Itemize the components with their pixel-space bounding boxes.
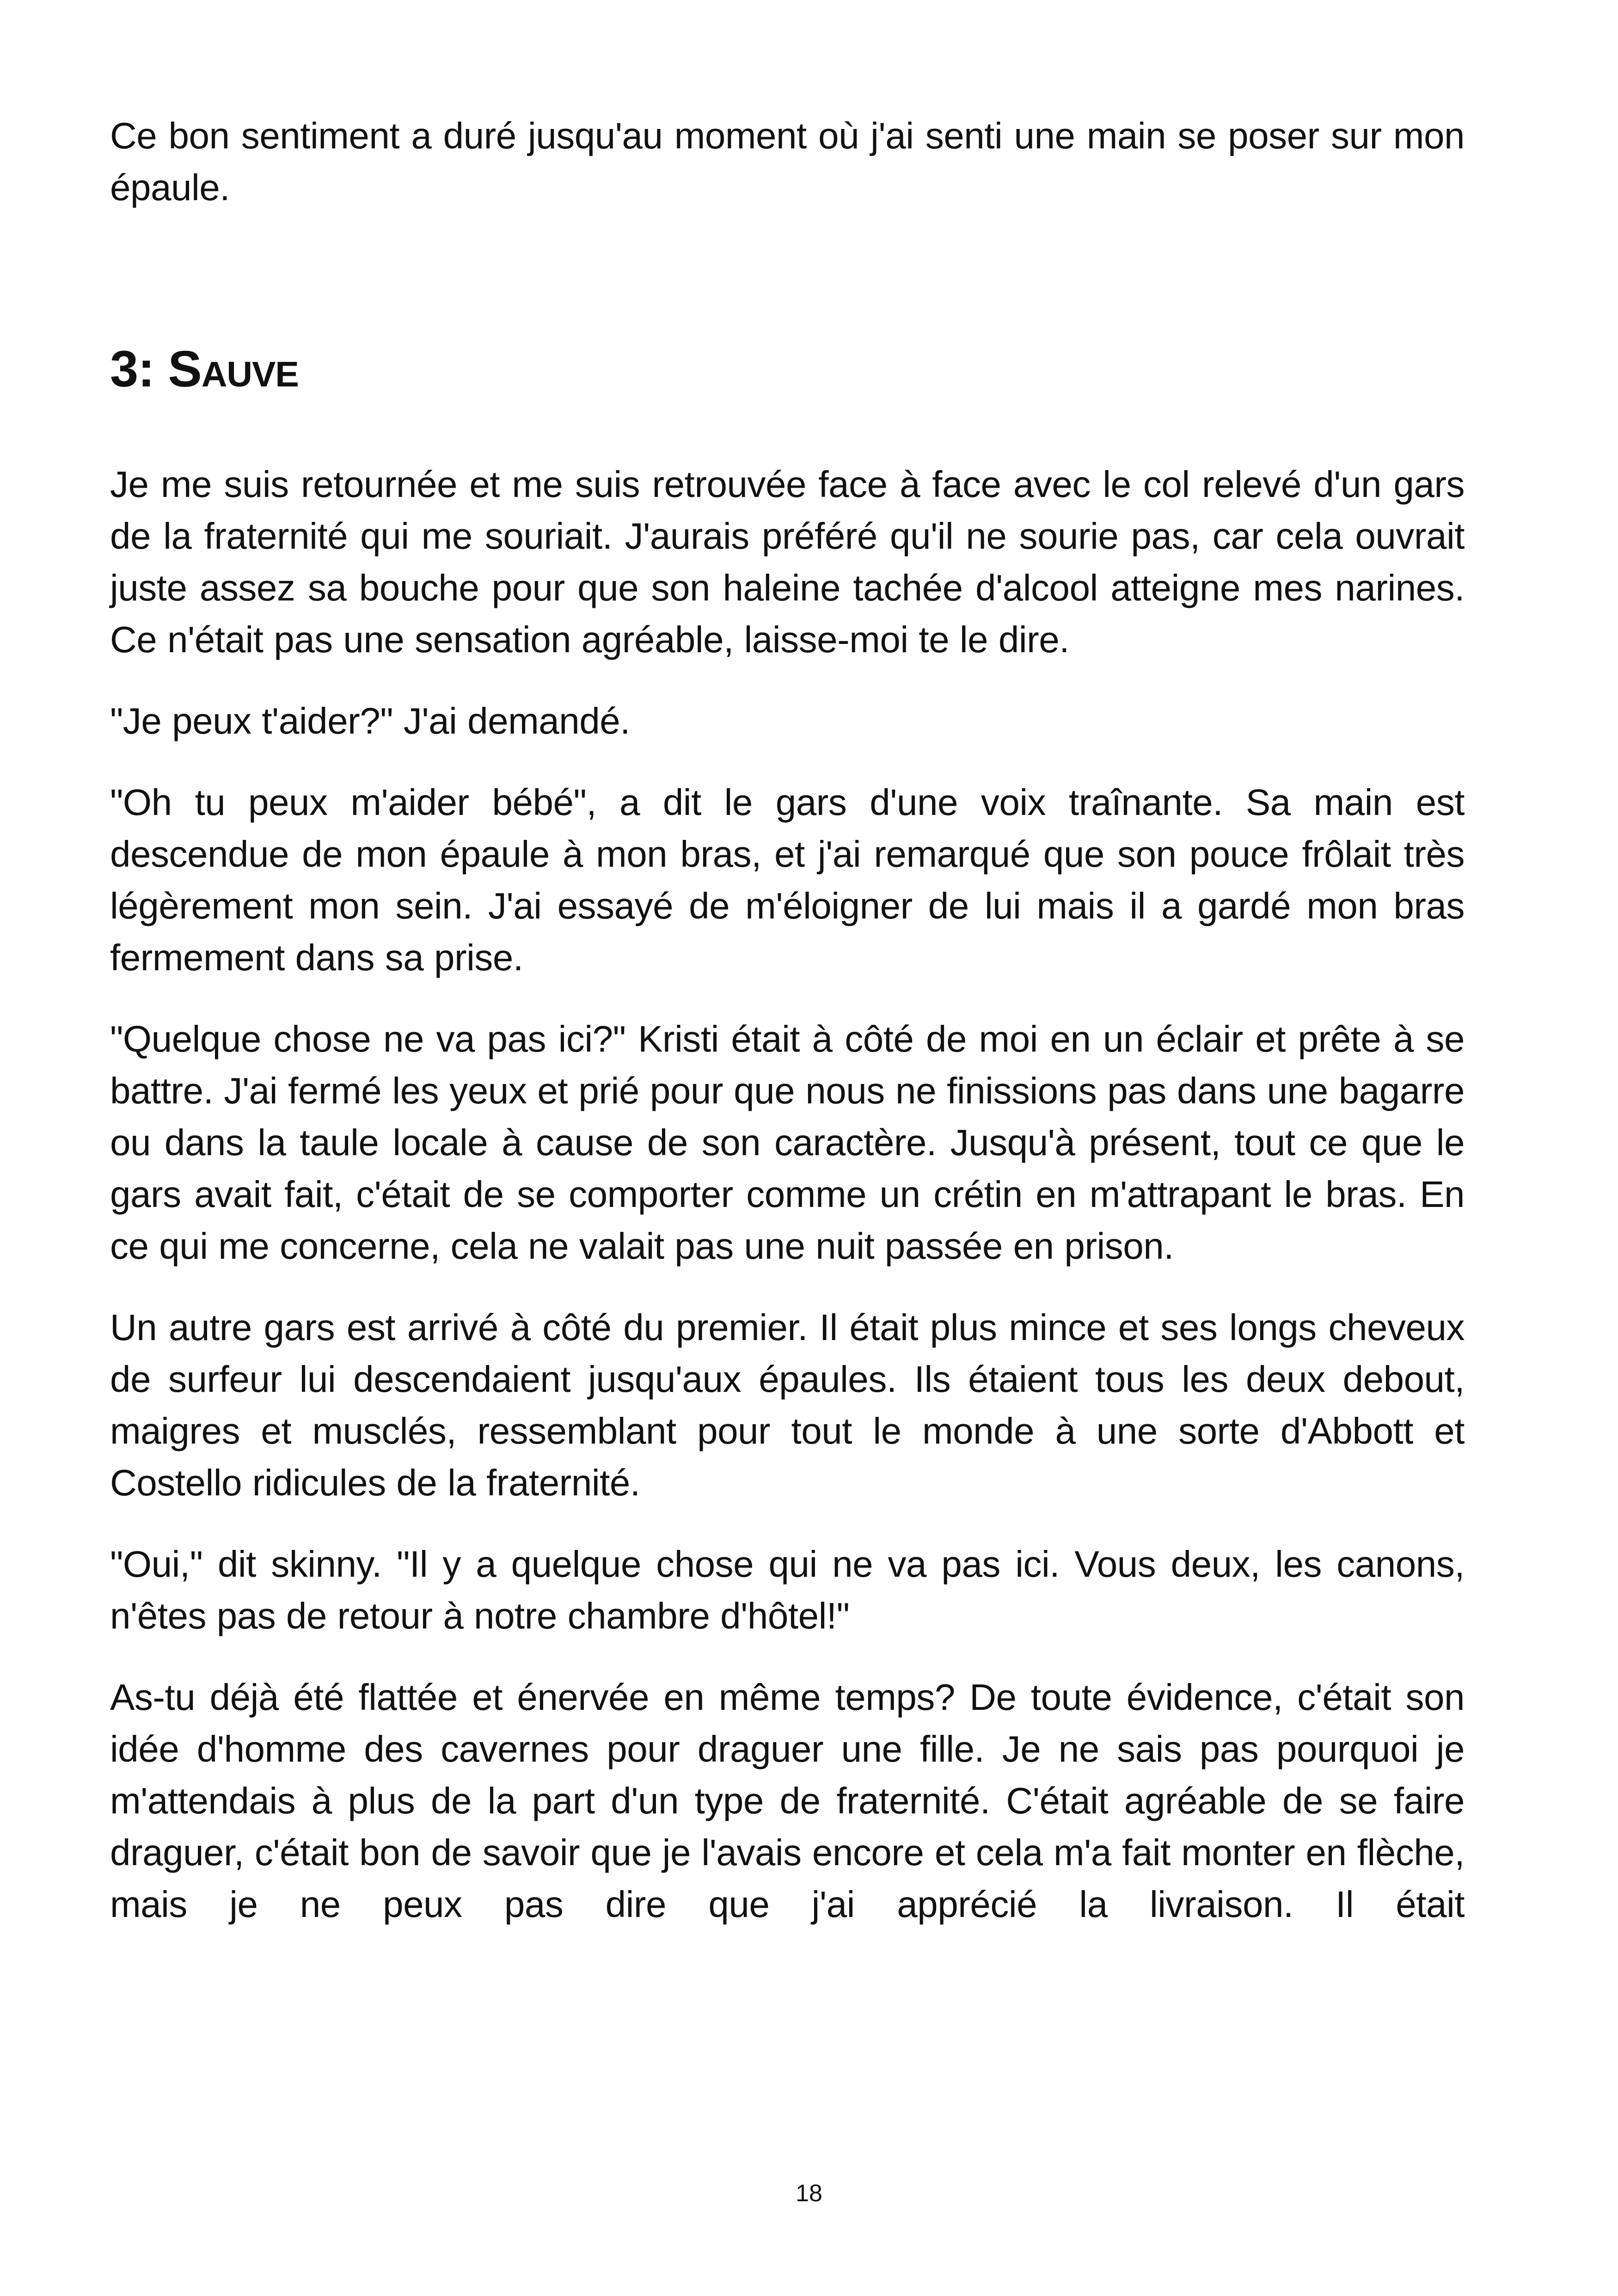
page-number: 18 — [796, 2180, 822, 2207]
paragraph: "Oui," dit skinny. "Il y a quelque chose qui ne va pas ici. Vous deux, les canons, n'êtes pas de retour à notre chambre d'hôtel!" — [110, 1543, 1465, 1636]
paragraph: "Quelque chose ne va pas ici?" Kristi était à côté de moi en un éclair et prête à se battre. J'ai fermé les yeux et prié pour que nous ne finissions pas dans une bagarre ou dans la taule locale à cause de son caractère. Jusqu'à présent, tout ce que le gars avait fait, c'était de se comporter comme un crétin en m'attrapant le bras. En ce qui me concerne, cela ne valait pas une nuit passée en prison. — [110, 1018, 1465, 1267]
paragraph: "Je peux t'aider?" J'ai demandé. — [110, 700, 630, 741]
paragraph: "Oh tu peux m'aider bébé", a dit le gars d'une voix traînante. Sa main est descendue de mon épaule à mon bras, et j'ai remarqué que son pouce frôlait très légèrement mon sein. J'ai essayé de m'éloigner de lui mais il a gardé mon bras fermement dans sa prise. — [110, 782, 1465, 978]
paragraph: Un autre gars est arrivé à côté du premier. Il était plus mince et ses longs cheveux de surfeur lui descendaient jusqu'aux épaules. Ils étaient tous les deux debout, maigres et musclés, ressemblant pour tout le monde à une sorte d'Abbott et Costello ridicules de la fraternité. — [110, 1307, 1465, 1503]
chapter-heading — [110, 339, 1465, 399]
paragraph: Je me suis retournée et me suis retrouvée face à face avec le col relevé d'un gars de la fraternité qui me souriait. J'aurais préféré qu'il ne sourie pas, car cela ouvrait juste assez sa bouche pour que son haleine tachée d'alcool atteigne mes narines. Ce n'était pas une sensation agréable, laisse-moi te le dire. — [110, 464, 1465, 660]
page-content — [110, 110, 1465, 1930]
chapter-title: Sauve — [168, 341, 299, 398]
chapter-number: 3: — [110, 341, 154, 398]
opening-paragraph: Ce bon sentiment a duré jusqu'au moment où j'ai senti une main se poser sur mon épaule. — [110, 115, 1465, 208]
paragraph: As-tu déjà été flattée et énervée en même temps? De toute évidence, c'était son idée d'homme des cavernes pour draguer une fille. Je ne sais pas pourquoi je m'attendais à plus de la part d'un type de fraternité. C'était agréable de se faire draguer, c'était bon de savoir que je l'avais encore et cela m'a fait monter en flèche, mais je ne peux pas dire que j'ai apprécié la livraison. Il était — [110, 1677, 1465, 1925]
